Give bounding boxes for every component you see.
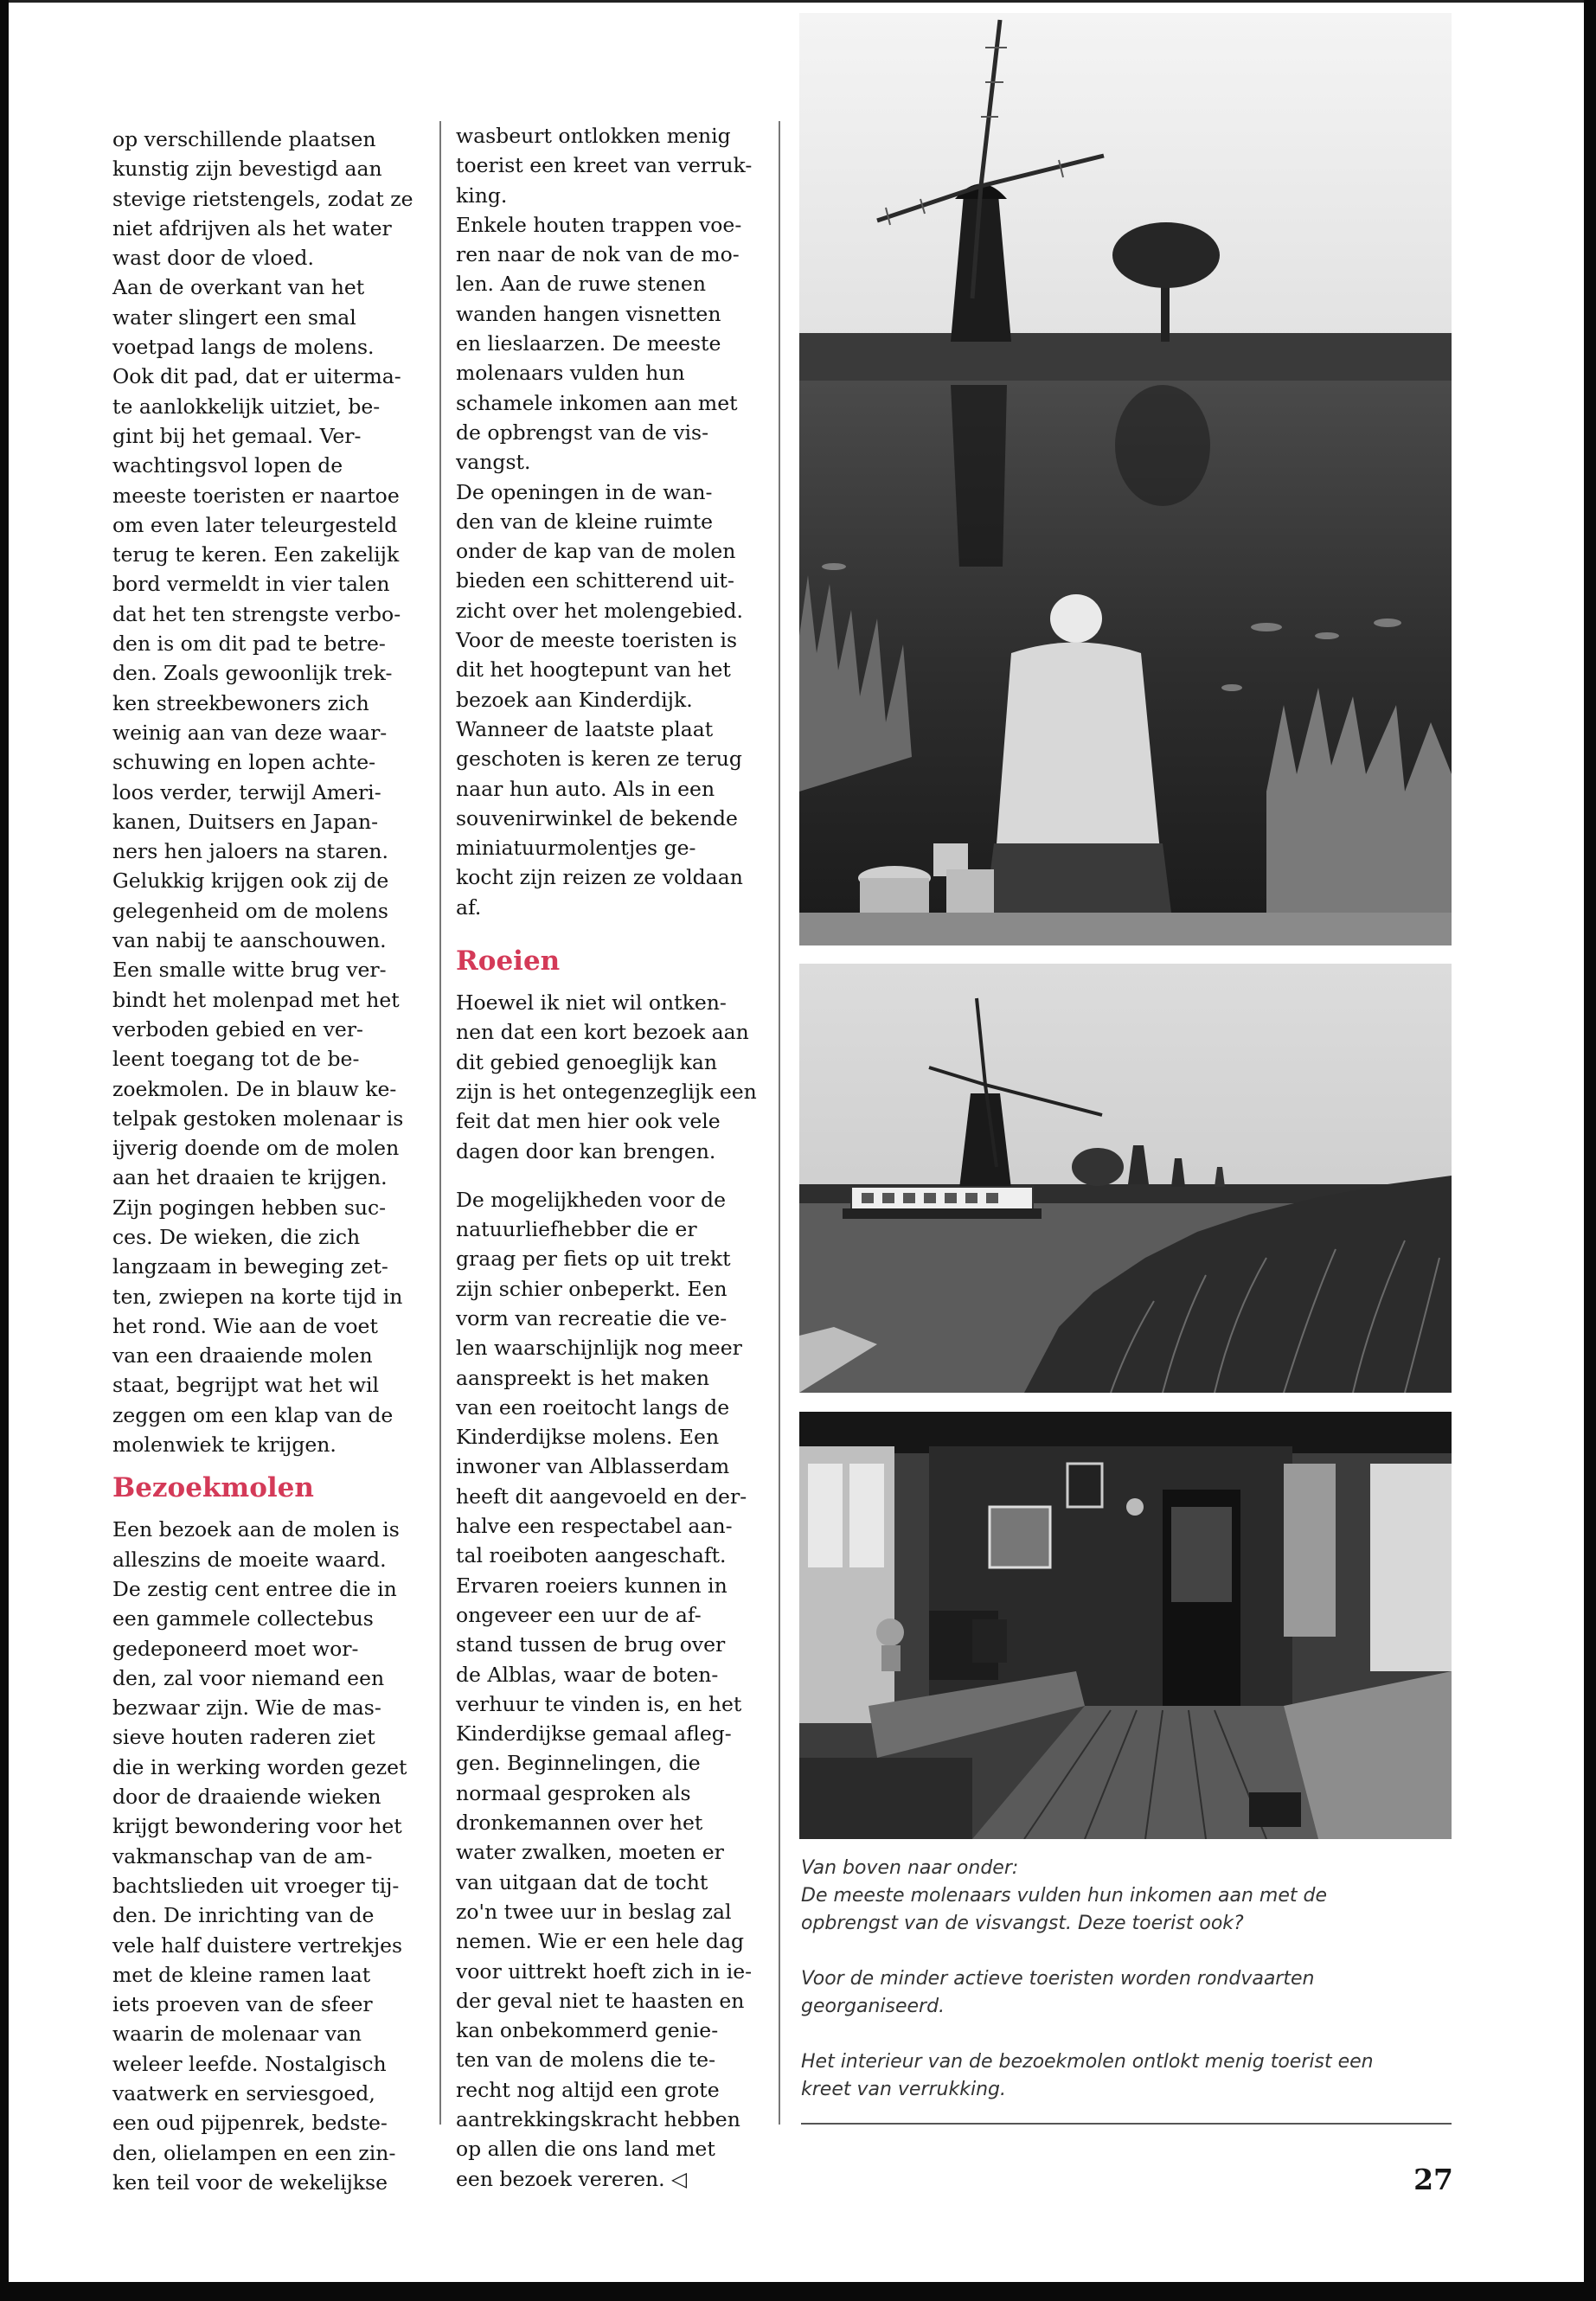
- text-line: tal roeiboten aangeschaft.: [456, 1543, 727, 1568]
- text-line: nen dat een kort bezoek aan: [456, 1020, 749, 1045]
- page-number: 27: [1413, 2163, 1453, 2196]
- text-line: alleszins de moeite waard.: [112, 1547, 387, 1572]
- text-line: Het interieur van de bezoekmolen ontlokt menig toerist een: [801, 2051, 1374, 2073]
- text-line: zijn is het ontegenzeglijk een: [456, 1079, 757, 1104]
- text-line: vorm van recreatie die ve-: [456, 1305, 727, 1330]
- text-line: bezwaar zijn. Wie de mas-: [112, 1695, 381, 1721]
- text-line: Wanneer de laatste plaat: [456, 716, 714, 741]
- text-line: dit gebied genoeglijk kan: [456, 1049, 718, 1074]
- text-line: telpak gestoken molenaar is: [112, 1106, 404, 1131]
- column-divider-1: [439, 121, 441, 2125]
- text-line: De zestig cent entree die in: [112, 1576, 397, 1601]
- text-line: bachtslieden uit vroeger tij-: [112, 1873, 400, 1898]
- photo-captions: [801, 1855, 1452, 2104]
- text-line: waarin de molenaar van: [112, 2022, 362, 2047]
- text-line: en lieslaarzen. De meeste: [456, 331, 721, 356]
- text-line: den, olielampen en een zin-: [112, 2140, 396, 2165]
- text-line: stevige rietstengels, zodat ze: [112, 186, 413, 211]
- text-line: ten, zwiepen na korte tijd in: [112, 1284, 403, 1309]
- text-line: Een smalle witte brug ver-: [112, 958, 387, 983]
- text-line: inwoner van Alblasserdam: [456, 1454, 730, 1479]
- text-line: aan het draaien te krijgen.: [112, 1165, 388, 1190]
- text-line: dronkemannen over het: [456, 1811, 703, 1836]
- text-line: wachtingsvol lopen de: [112, 453, 343, 478]
- caption-rule: [801, 2123, 1452, 2125]
- text-line: halve een respectabel aan-: [456, 1514, 733, 1539]
- text-line: krijgt bewondering voor het: [112, 1814, 402, 1839]
- paragraph-roeien-1: [456, 988, 766, 1166]
- text-line: Kinderdijkse molens. Een: [456, 1425, 720, 1450]
- text-line: zicht over het molengebied.: [456, 598, 744, 623]
- text-line: die in werking worden gezet: [112, 1754, 407, 1779]
- page-right-border: [1584, 0, 1596, 2301]
- text-line: Gelukkig krijgen ook zij de: [112, 868, 389, 894]
- text-line: te aanlokkelijk uitziet, be-: [112, 394, 381, 419]
- text-line: schuwing en lopen achte-: [112, 750, 376, 775]
- text-line: dagen door kan brengen.: [456, 1138, 716, 1163]
- text-line: van een roeitocht langs de: [456, 1394, 730, 1420]
- photo-boat-tour-windmills: [799, 964, 1452, 1393]
- text-line: ijverig doende om de molen: [112, 1136, 400, 1161]
- text-line: de opbrengst van de vis-: [456, 420, 709, 445]
- text-line: De openingen in de wan-: [456, 479, 713, 504]
- text-line: meeste toeristen er naartoe: [112, 483, 400, 508]
- text-line: niet afdrijven als het water: [112, 215, 392, 240]
- paragraph-roeien-2: [456, 1185, 766, 2194]
- text-line: Aan de overkant van het: [112, 275, 365, 300]
- text-line: king.: [456, 183, 508, 208]
- text-line: voor uittrekt hoeft zich in ie-: [456, 1958, 753, 1984]
- text-line: bord vermeldt in vier talen: [112, 572, 390, 597]
- caption-2: [801, 1965, 1452, 2021]
- section-heading-bezoekmolen: Bezoekmolen: [112, 1472, 314, 1504]
- text-line: zeggen om een klap van de: [112, 1402, 394, 1427]
- text-line: weinig aan van deze waar-: [112, 720, 388, 745]
- text-line: kanen, Duitsers en Japan-: [112, 809, 379, 834]
- text-line: recht nog altijd een grote: [456, 2077, 720, 2102]
- text-line: bezoek aan Kinderdijk.: [456, 687, 693, 712]
- text-line: op allen die ons land met: [456, 2137, 715, 2162]
- text-line: ces. De wieken, die zich: [112, 1224, 361, 1249]
- text-line: den van de kleine ruimte: [456, 509, 714, 534]
- text-line: kocht zijn reizen ze voldaan: [456, 865, 743, 890]
- caption-intro: Van boven naar onder:: [801, 1857, 1019, 1879]
- text-line: stand tussen de brug over: [456, 1632, 726, 1657]
- text-line: gen. Beginnelingen, die: [456, 1751, 701, 1776]
- text-line: loos verder, terwijl Ameri-: [112, 779, 381, 804]
- text-column-2: [456, 121, 766, 2194]
- text-line: feit dat men hier ook vele: [456, 1109, 721, 1134]
- text-line: bindt het molenpad met het: [112, 987, 400, 1012]
- text-line: Enkele houten trappen voe-: [456, 212, 742, 237]
- text-line: den. De inrichting van de: [112, 1903, 375, 1928]
- caption-3: [801, 2048, 1452, 2104]
- text-line: heeft dit aangevoeld en der-: [456, 1484, 747, 1509]
- text-line: met de kleine ramen laat: [112, 1962, 371, 1987]
- text-line: zoekmolen. De in blauw ke-: [112, 1076, 397, 1101]
- text-line: de Alblas, waar de boten-: [456, 1662, 719, 1687]
- text-line: natuurliefhebber die er: [456, 1217, 697, 1242]
- text-line: gint bij het gemaal. Ver-: [112, 423, 362, 448]
- text-line: normaal gesproken als: [456, 1780, 691, 1805]
- caption-1: [801, 1882, 1452, 1938]
- text-line: op verschillende plaatsen: [112, 127, 376, 151]
- text-column-1: [112, 125, 422, 2197]
- text-line: len. Aan de ruwe stenen: [456, 272, 706, 297]
- text-line: een gammele collectebus: [112, 1606, 374, 1631]
- text-line: ners hen jaloers na staren.: [112, 839, 388, 864]
- text-line: van uitgaan dat de tocht: [456, 1869, 708, 1894]
- photo-windmill-fisherman: [799, 13, 1452, 945]
- text-line: dat het ten strengste verbo-: [112, 601, 401, 626]
- text-line: voetpad langs de molens.: [112, 335, 375, 360]
- text-line: wasbeurt ontlokken menig: [456, 124, 731, 148]
- text-line: ongeveer een uur de af-: [456, 1602, 702, 1627]
- text-line: aanspreekt is het maken: [456, 1365, 710, 1390]
- text-line: naar hun auto. Als in een: [456, 776, 715, 801]
- text-line: vangst.: [456, 450, 531, 475]
- text-line: Kinderdijkse gemaal afleg-: [456, 1721, 732, 1747]
- text-line: De mogelijkheden voor de: [456, 1187, 726, 1212]
- text-line: molenwiek te krijgen.: [112, 1433, 337, 1458]
- text-line: Voor de minder actieve toeristen worden rondvaarten: [801, 1968, 1315, 1990]
- text-line: terug te keren. Een zakelijk: [112, 542, 400, 567]
- text-line: gelegenheid om de molens: [112, 898, 388, 923]
- text-line: len waarschijnlijk nog meer: [456, 1336, 742, 1361]
- text-line: staat, begrijpt wat het wil: [112, 1373, 380, 1398]
- text-line: ken teil voor de wekelijkse: [112, 2170, 388, 2195]
- text-line: graag per fiets op uit trekt: [456, 1247, 731, 1272]
- text-line: onder de kap van de molen: [456, 539, 736, 564]
- text-line: aantrekkingskracht hebben: [456, 2107, 740, 2131]
- text-line: om even later teleurgesteld: [112, 512, 398, 537]
- text-line: zo'n twee uur in beslag zal: [456, 1899, 732, 1924]
- text-line: sieve houten raderen ziet: [112, 1725, 375, 1750]
- text-line: door de draaiende wieken: [112, 1785, 381, 1810]
- text-line: een oud pijpenrek, bedste-: [112, 2111, 388, 2136]
- text-line: weleer leefde. Nostalgisch: [112, 2051, 387, 2076]
- text-line: vele half duistere vertrekjes: [112, 1932, 403, 1958]
- text-line: den is om dit pad te betre-: [112, 631, 386, 657]
- text-line: het rond. Wie aan de voet: [112, 1313, 378, 1338]
- text-line: iets proeven van de sfeer: [112, 1992, 373, 2017]
- text-line: den. Zoals gewoonlijk trek-: [112, 661, 393, 686]
- text-line: toerist een kreet van verruk-: [456, 153, 753, 178]
- text-line: ten van de molens die te-: [456, 2048, 716, 2073]
- text-line: bieden een schitterend uit-: [456, 568, 734, 593]
- text-line: kunstig zijn bevestigd aan: [112, 157, 382, 182]
- text-line: De meeste molenaars vulden hun inkomen aan met de: [801, 1885, 1328, 1907]
- page-top-edge: [0, 0, 1596, 3]
- text-line: leent toegang tot de be-: [112, 1047, 360, 1072]
- text-line: wanden hangen visnetten: [456, 301, 721, 326]
- text-line: der geval niet te haasten en: [456, 1988, 745, 2013]
- text-line: van nabij te aanschouwen.: [112, 928, 387, 953]
- column-divider-2: [779, 121, 780, 2125]
- text-line: opbrengst van de visvangst. Deze toerist ook?: [801, 1913, 1244, 1934]
- text-line: van een draaiende molen: [112, 1343, 373, 1368]
- text-line: Ervaren roeiers kunnen in: [456, 1573, 727, 1598]
- text-line: ren naar de nok van de mo-: [456, 242, 740, 267]
- text-line: kan onbekommerd genie-: [456, 2018, 719, 2043]
- text-line: miniatuurmolentjes ge-: [456, 836, 696, 861]
- text-line: water slingert een smal: [112, 304, 356, 330]
- text-line: Ook dit pad, dat er uiterma-: [112, 364, 401, 389]
- photo-mill-interior: [799, 1412, 1452, 1839]
- paragraph-continued: [456, 121, 766, 922]
- text-line: Zijn pogingen hebben suc-: [112, 1195, 387, 1220]
- text-line: dit het hoogtepunt van het: [456, 657, 731, 683]
- page-bottom-border: [0, 2282, 1596, 2301]
- paragraph-bezoekmolen: [112, 1515, 422, 2197]
- paragraph-intro: [112, 125, 422, 1459]
- text-line: Hoewel ik niet wil ontken-: [456, 990, 727, 1016]
- text-line: souvenirwinkel de bekende: [456, 805, 738, 830]
- text-line: een bezoek vereren. ◁: [456, 2166, 688, 2191]
- text-line: georganiseerd.: [801, 1996, 945, 2017]
- text-line: schamele inkomen aan met: [456, 390, 738, 415]
- text-line: kreet van verrukking.: [801, 2079, 1006, 2100]
- text-line: ken streekbewoners zich: [112, 690, 369, 715]
- page-left-border: [0, 0, 9, 2301]
- text-line: water zwalken, moeten er: [456, 1840, 724, 1865]
- text-line: verboden gebied en ver-: [112, 1016, 363, 1042]
- text-line: vaatwerk en serviesgoed,: [112, 2081, 375, 2106]
- text-line: zijn schier onbeperkt. Een: [456, 1276, 727, 1301]
- text-line: molenaars vulden hun: [456, 361, 685, 386]
- text-line: verhuur te vinden is, en het: [456, 1691, 742, 1716]
- text-line: den, zal voor niemand een: [112, 1665, 385, 1690]
- text-line: af.: [456, 894, 482, 920]
- text-line: vakmanschap van de am-: [112, 1843, 373, 1868]
- text-line: gedeponeerd moet wor-: [112, 1636, 359, 1661]
- text-line: nemen. Wie er een hele dag: [456, 1929, 745, 1954]
- text-line: Voor de meeste toeristen is: [456, 628, 738, 653]
- text-line: geschoten is keren ze terug: [456, 747, 742, 772]
- text-line: wast door de vloed.: [112, 246, 314, 271]
- section-heading-roeien: Roeien: [456, 945, 561, 977]
- text-line: langzaam in beweging zet-: [112, 1254, 388, 1279]
- text-line: Een bezoek aan de molen is: [112, 1517, 400, 1542]
